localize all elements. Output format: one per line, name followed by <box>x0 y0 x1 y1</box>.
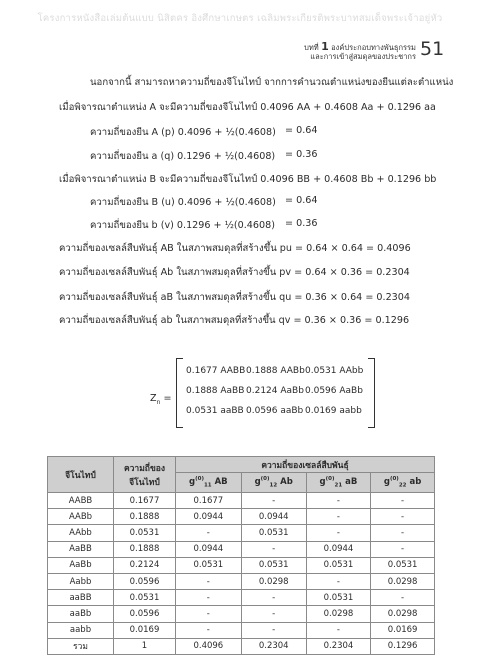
genotype-cell: AABB <box>48 493 114 509</box>
gamete-frequency-cell: 0.2304 <box>306 638 370 654</box>
allele-b-freq-calc: ความถี่ของยีน B (u) 0.4096 + ½(0.4608) <box>90 197 276 208</box>
gamete-frequency-cell: 0.0298 <box>241 573 306 589</box>
matrix-cell: 0.0596 aaBb <box>246 406 304 416</box>
chapter-title: องค์ประกอบทางพันธุกรรม <box>331 43 416 52</box>
table-row <box>48 622 435 638</box>
table-row <box>48 557 435 573</box>
genotype-frequency-cell: 0.1888 <box>114 541 176 557</box>
genotype-frequency-cell: 0.1888 <box>114 509 176 525</box>
table-row <box>48 590 435 606</box>
gamete-freq-ab-lower: ความถี่ของเซลล์สืบพันธุ์ ab ในสภาพสมดุลที่สร้างขึ้น qv = 0.36 × 0.36 = 0.1296 <box>59 315 410 326</box>
gamete-frequency-cell: - <box>371 525 435 541</box>
genotype-cell: รวม <box>48 638 114 654</box>
gamete-frequency-cell: 0.0298 <box>371 606 435 622</box>
locus-b-intro: เมื่อพิจารณาตำแหน่ง B จะมีความถี่ของจีโนไทป์ 0.4096 BB + 0.4608 Bb + 0.1296 bb <box>59 174 437 185</box>
genotype-frequency-cell: 0.0531 <box>114 525 176 541</box>
matrix-cell: 0.0531 aaBB <box>186 406 244 416</box>
gamete-frequency-cell: 0.0531 <box>241 557 306 573</box>
gamete-frequency-cell: - <box>176 573 242 589</box>
genotype-cell: AaBB <box>48 541 114 557</box>
table-row <box>48 525 435 541</box>
gamete-frequency-cell: 0.0944 <box>306 541 370 557</box>
gamete-frequency-cell: 0.0944 <box>241 509 306 525</box>
matrix-label: $Z_n$ = <box>150 393 172 406</box>
genotype-frequency-cell: 1 <box>114 638 176 654</box>
matrix-left-bracket <box>176 358 183 428</box>
genotype-cell: AABb <box>48 509 114 525</box>
gamete-frequency-cell: 0.0531 <box>306 590 370 606</box>
gamete-frequency-cell: 0.0531 <box>176 557 242 573</box>
chapter-prefix: บทที่ <box>304 43 319 52</box>
gamete-frequency-cell: 0.0169 <box>371 622 435 638</box>
gamete-frequency-cell: - <box>176 622 242 638</box>
table-row <box>48 638 435 654</box>
header-gamete-ab-lower: $g^{(0)}_{22}$ ab <box>371 473 435 493</box>
genotype-frequency-cell: 0.0596 <box>114 606 176 622</box>
header-gamete-ab-upper: $g^{(0)}_{11}$ AB <box>176 473 242 493</box>
gamete-freq-ab-lower-upper: ความถี่ของเซลล์สืบพันธุ์ aB ในสภาพสมดุลที่สร้างขึ้น qu = 0.36 × 0.64 = 0.2304 <box>59 292 410 303</box>
header-genotype: จีโนไทป์ <box>48 457 114 493</box>
gamete-frequency-cell: 0.0531 <box>241 525 306 541</box>
watermark: โครงการหนังสือเล่มต้นแบบ นิสิตคร อิงศึกษาเกษตร เฉลิมพระเกียรติพระบาทสมเด็จพระเจ้าอยู่หัว <box>37 13 443 24</box>
gamete-frequency-cell: - <box>371 493 435 509</box>
genotype-cell: aabb <box>48 622 114 638</box>
gamete-frequency-cell: - <box>241 541 306 557</box>
chapter-number: 1 <box>321 40 329 53</box>
gamete-frequency-cell: - <box>241 606 306 622</box>
matrix-cell: 0.0531 AAbb <box>305 366 364 376</box>
gamete-frequency-cell: - <box>371 509 435 525</box>
genotype-frequency-cell: 0.0596 <box>114 573 176 589</box>
gamete-frequency-cell: - <box>176 606 242 622</box>
genotype-cell: AaBb <box>48 557 114 573</box>
matrix-right-bracket <box>368 358 375 428</box>
gamete-frequency-cell: 0.0298 <box>371 573 435 589</box>
gamete-frequency-cell: 0.0531 <box>371 557 435 573</box>
genotype-frequency-cell: 0.1677 <box>114 493 176 509</box>
chapter-line <box>304 41 416 53</box>
genotype-cell: Aabb <box>48 573 114 589</box>
gamete-frequency-cell: 0.0944 <box>176 541 242 557</box>
gamete-frequency-cell: - <box>241 622 306 638</box>
matrix-cell: 0.0596 AaBb <box>305 386 363 396</box>
genotype-frequency-cell: 0.0531 <box>114 590 176 606</box>
page-number: 51 <box>420 38 445 60</box>
gamete-frequency-cell: - <box>306 493 370 509</box>
table-row <box>48 509 435 525</box>
gamete-frequency-cell: - <box>371 541 435 557</box>
gamete-frequency-cell: - <box>371 590 435 606</box>
table-row <box>48 573 435 589</box>
gamete-frequency-cell: 0.0298 <box>306 606 370 622</box>
header-gamete-frequency: ความถี่ของเซลล์สืบพันธุ์ <box>176 457 435 473</box>
gamete-freq-ab-upper: ความถี่ของเซลล์สืบพันธุ์ AB ในสภาพสมดุลที่สร้างขึ้น pu = 0.64 × 0.64 = 0.4096 <box>59 243 411 254</box>
gamete-frequency-cell: - <box>306 622 370 638</box>
gamete-frequency-cell: - <box>241 493 306 509</box>
header-gamete-ab-lower-upper: $g^{(0)}_{21}$ aB <box>306 473 370 493</box>
gamete-frequency-cell: 0.1677 <box>176 493 242 509</box>
allele-a-lower-freq-calc: ความถี่ของยีน a (q) 0.1296 + ½(0.4608) <box>90 151 276 162</box>
genotype-frequency-cell: 0.2124 <box>114 557 176 573</box>
gamete-frequency-cell: - <box>176 590 242 606</box>
gamete-freq-ab-mixed: ความถี่ของเซลล์สืบพันธุ์ Ab ในสภาพสมดุลที่สร้างขึ้น pv = 0.64 × 0.36 = 0.2304 <box>59 267 410 278</box>
gamete-frequency-cell: 0.2304 <box>241 638 306 654</box>
section-title: และการเข้าสู่สมดุลของประชากร <box>310 51 416 61</box>
matrix-cell: 0.1888 AaBB <box>186 386 245 396</box>
header-gamete-ab-mixed: $g^{(0)}_{12}$ Ab <box>241 473 306 493</box>
allele-b-freq-result: = 0.64 <box>285 195 318 206</box>
gamete-frequency-cell: 0.0531 <box>306 557 370 573</box>
genotype-cell: aaBB <box>48 590 114 606</box>
running-header <box>304 41 416 60</box>
gamete-frequency-cell: - <box>241 590 306 606</box>
gamete-frequency-cell: 0.4096 <box>176 638 242 654</box>
locus-a-intro: เมื่อพิจารณาตำแหน่ง A จะมีความถี่ของจีโนไทป์ 0.4096 AA + 0.4608 Aa + 0.1296 aa <box>59 102 436 113</box>
matrix-cell: 0.0169 aabb <box>305 406 362 416</box>
allele-b-lower-freq-result: = 0.36 <box>285 218 318 229</box>
intro-paragraph: นอกจากนี้ สามารถหาความถี่ของจีโนไทป์ จากการคำนวณตำแหน่งของยีนแต่ละตำแหน่ง <box>90 77 454 88</box>
matrix-cell: 0.2124 AaBb <box>246 386 304 396</box>
table-row <box>48 606 435 622</box>
gamete-frequency-cell: - <box>306 573 370 589</box>
gamete-frequency-table <box>47 456 435 655</box>
genotype-frequency-cell: 0.0169 <box>114 622 176 638</box>
header-genotype-frequency: ความถี่ของ จีโนไทป์ <box>114 457 176 493</box>
genotype-cell: AAbb <box>48 525 114 541</box>
matrix-cell: 0.1888 AABb <box>246 366 305 376</box>
allele-a-freq-calc: ความถี่ของยีน A (p) 0.4096 + ½(0.4608) <box>90 127 276 138</box>
gamete-frequency-cell: - <box>176 525 242 541</box>
matrix-cell: 0.1677 AABB <box>186 366 246 376</box>
allele-a-freq-result: = 0.64 <box>285 125 318 136</box>
gamete-frequency-cell: - <box>306 509 370 525</box>
allele-b-lower-freq-calc: ความถี่ของยีน b (v) 0.1296 + ½(0.4608) <box>90 220 275 231</box>
genotype-cell: aaBb <box>48 606 114 622</box>
gamete-frequency-cell: - <box>306 525 370 541</box>
gamete-frequency-cell: 0.0944 <box>176 509 242 525</box>
table-row <box>48 493 435 509</box>
allele-a-lower-freq-result: = 0.36 <box>285 149 318 160</box>
table-row <box>48 541 435 557</box>
gamete-frequency-cell: 0.1296 <box>371 638 435 654</box>
